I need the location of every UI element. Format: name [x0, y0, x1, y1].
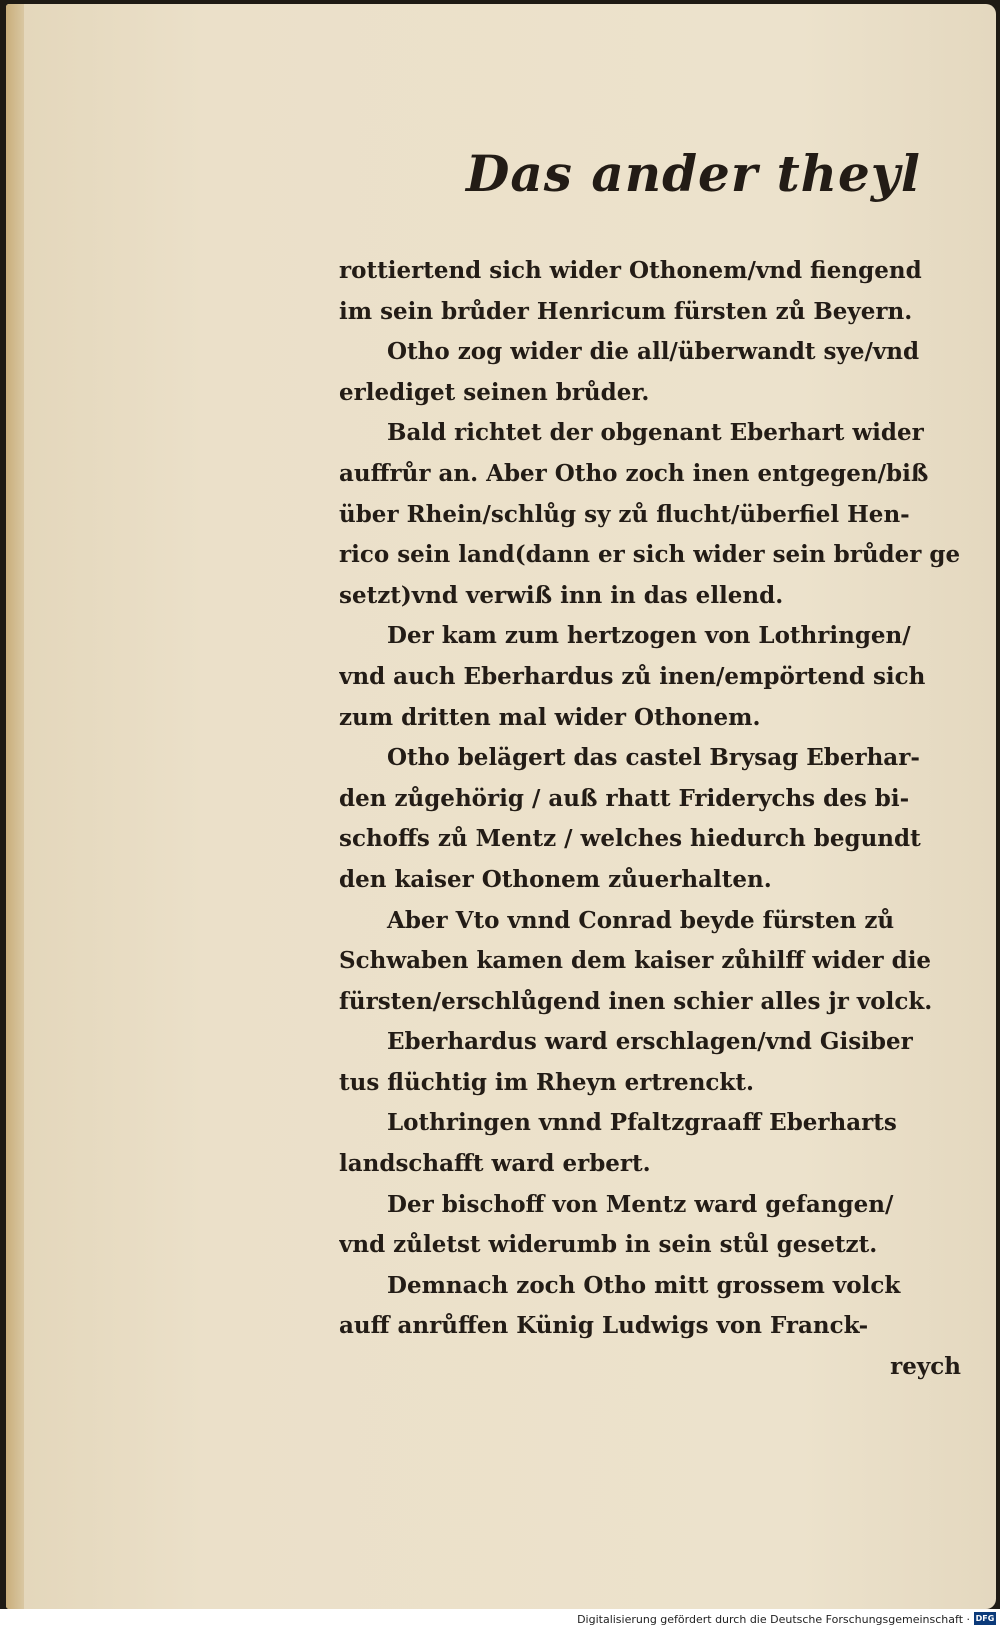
text-line: tus flüchtig im Rheyn ertrenckt.: [339, 1068, 754, 1096]
text-line: Der bischoff von Mentz ward gefangen/: [387, 1190, 894, 1218]
text-line: setzt)vnd verwiß inn in das ellend.: [339, 581, 784, 609]
footer-credit: Digitalisierung gefördert durch die Deutsche Forschungsgemeinschaft ·: [577, 1613, 970, 1626]
text-line: Otho belägert das castel Brysag Eberhar-: [387, 744, 920, 772]
text-line: zum dritten mal wider Othonem.: [339, 703, 761, 731]
text-line: Lothringen vnnd Pfaltzgraaff Eberharts: [387, 1109, 897, 1137]
text-block: [339, 251, 961, 1388]
text-line: den zůgehörig / auß rhatt Friderychs des bi-: [339, 784, 910, 812]
text-line: vnd zůletst widerumb in sein stůl gesetzt.: [339, 1231, 878, 1259]
text-line: rico sein land(dann er sich wider sein brůder ge: [339, 541, 961, 569]
text-line: auffrůr an. Aber Otho zoch inen entgegen/biß: [339, 459, 929, 487]
text-line: vnd auch Eberhardus zů inen/empörtend sich: [339, 662, 926, 690]
text-line: über Rhein/schlůg sy zů flucht/überfiel Hen-: [339, 500, 910, 528]
text-line: den kaiser Othonem zůuerhalten.: [339, 865, 772, 893]
text-line: rottiertend sich wider Othonem/vnd fiengend: [339, 257, 922, 284]
text-line: Schwaben kamen dem kaiser zůhilff wider die: [339, 947, 932, 975]
catchword: reych: [890, 1353, 961, 1381]
page-edge: [6, 4, 24, 1609]
text-line: erlediget seinen brůder.: [339, 378, 650, 406]
text-line: fürsten/erschlůgend inen schier alles jr volck.: [339, 987, 933, 1015]
digitization-footer: [0, 1609, 1000, 1629]
dfg-logo: DFG: [975, 1614, 995, 1623]
text-line: Otho zog wider die all/überwandt sye/vnd: [387, 338, 920, 366]
text-line: Demnach zoch Otho mitt grossem volck: [387, 1271, 901, 1299]
text-line: Bald richtet der obgenant Eberhart wider: [387, 419, 924, 447]
text-line: schoffs zů Mentz / welches hiedurch begundt: [339, 825, 921, 853]
text-line: Der kam zum hertzogen von Lothringen/: [387, 622, 911, 650]
running-header: Das ander theyl: [466, 144, 921, 203]
text-line: im sein brůder Henricum fürsten zů Beyern.: [339, 297, 913, 325]
text-line: Aber Vto vnnd Conrad beyde fürsten zů: [387, 906, 895, 934]
text-line: auff anrůffen Künig Ludwigs von Franck-: [339, 1312, 869, 1340]
text-line: Eberhardus ward erschlagen/vnd Gisiber: [387, 1028, 913, 1056]
book-page: [6, 4, 996, 1609]
text-line: landschafft ward erbert.: [339, 1150, 651, 1178]
